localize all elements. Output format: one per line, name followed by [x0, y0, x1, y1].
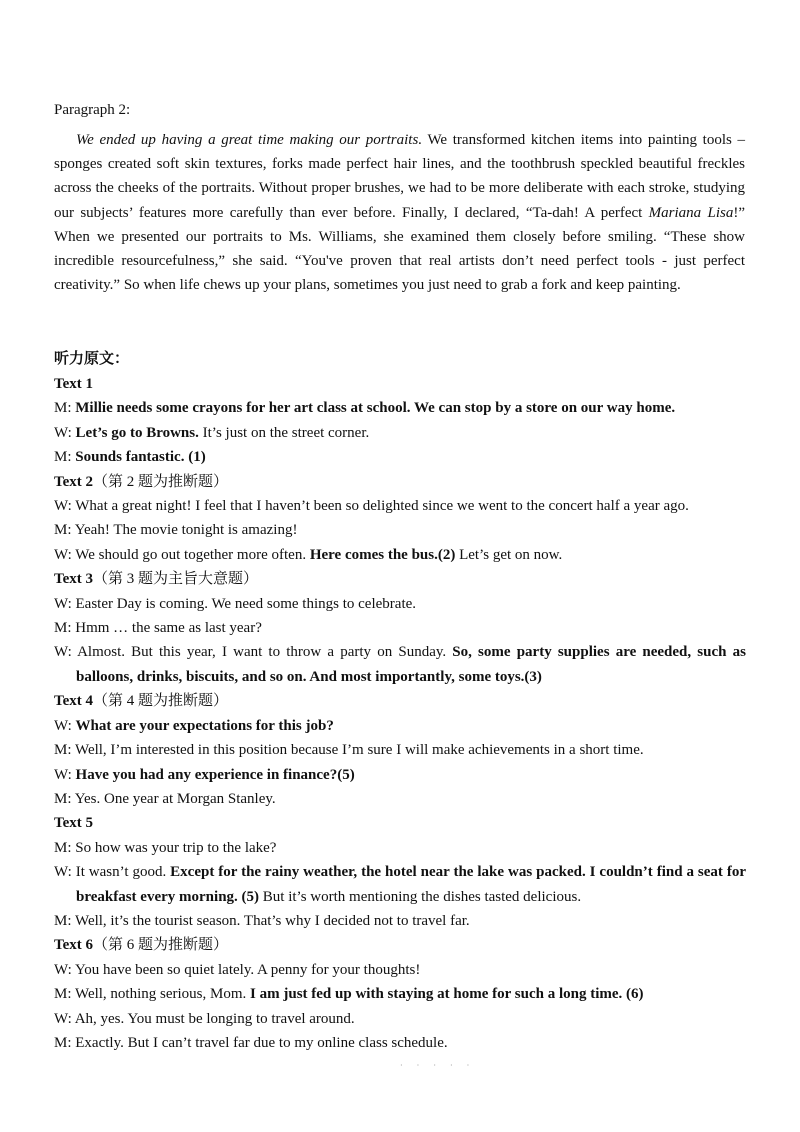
dialogue-line [54, 640, 746, 689]
dialogue-text: M: Hmm … the same as last year? [54, 620, 262, 637]
dialogue-text: M: Yes. One year at Morgan Stanley. [54, 790, 276, 807]
dialogue-line [54, 1031, 746, 1055]
text-title-note: （第 2 题为推断题） [93, 473, 229, 490]
dialogue-text: W: It wasn’t good. [54, 864, 171, 881]
dialogue-line [54, 396, 746, 420]
dialogue-text: M: Well, I’m interested in this position because I’m sure I will make achievements in a short time. [54, 742, 644, 759]
dialogue-text: W: [54, 717, 76, 734]
dialogue-text: W: Almost. But this year, I want to throw a party on Sunday. [54, 644, 453, 661]
dialogue-line [54, 1007, 746, 1031]
paragraph-text-part2: !” When we presented our portraits to Ms. Williams, she examined them closely before smiling. “These show incredible resourcefulness,” she said. “You've proven that real artists don’t need perfect tools - just perfect creativity.” So when life chews up your plans, sometimes you just need to grab a fork and keep painting. [54, 204, 745, 294]
dialogue-text: W: What a great night! I feel that I haven’t been so delighted since we went to the concert half a year ago. [54, 498, 689, 515]
dialogue-key-phrase: What are your expectations for this job? [75, 717, 334, 734]
paragraph-italic-name: Mariana Lisa [648, 204, 734, 221]
dialogue-line [54, 958, 746, 982]
text-title [54, 689, 746, 713]
text-title-label: Text 6 [54, 937, 94, 954]
dialogue-key-phrase: Sounds fantastic. (1) [75, 449, 206, 466]
dialogue-line [54, 494, 746, 518]
dialogue-line [54, 860, 746, 909]
dialogue-text: M: Well, it’s the tourist season. That’s why I decided not to travel far. [54, 912, 470, 929]
dialogue-text: W: Easter Day is coming. We need some things to celebrate. [54, 595, 417, 612]
text-title [54, 372, 746, 396]
text-title [54, 933, 746, 957]
text-title-label: Text 4 [54, 693, 94, 710]
dialogue-line [54, 836, 746, 860]
text-title [54, 811, 746, 835]
text-title-label: Text 1 [54, 376, 94, 392]
dialogue-text: M: So how was your trip to the lake? [54, 839, 277, 856]
dialogue-text: W: [54, 766, 76, 783]
dialogue-line [54, 714, 746, 738]
dialogue-key-phrase: Here comes the bus.(2) [309, 546, 456, 563]
dialogue-line [54, 909, 746, 933]
paragraph-heading: Paragraph 2: [54, 102, 131, 118]
dialogue-key-phrase: Except for the rainy weather, the hotel near the lake was packed. I couldn’t find a seat for breakfast every morning. (5) [76, 864, 747, 905]
dialogue-text: But it’s worth mentioning the dishes tasted delicious. [259, 888, 582, 905]
dialogue-text: W: [54, 424, 76, 441]
text-title [54, 567, 746, 591]
dialogue-text: M: Exactly. But I can’t travel far due to my online class schedule. [54, 1034, 448, 1051]
dialogue-text: Let’s get on now. [455, 546, 563, 563]
paragraph-text-part1: We transformed kitchen items into painting tools – sponges created soft skin textures, forks made perfect hair lines, and the toothbrush speckled beautiful freckles across the cheeks of the portraits. Without proper brushes, we had to be more deliberate with each stroke, studying our subjects’ features more carefully than ever before. Finally, I declared, “Ta-dah! A perfect [54, 132, 746, 221]
transcript-heading: 听力原文： [54, 351, 130, 367]
dialogue-line [54, 763, 746, 787]
dialogue-text: W: We should go out together more often. [54, 546, 310, 563]
text-title-label: Text 5 [54, 815, 94, 832]
text-title [54, 470, 746, 494]
text-title-label: Text 3 [54, 571, 94, 588]
dialogue-line [54, 518, 746, 542]
dialogue-text: M: Yeah! The movie tonight is amazing! [54, 522, 298, 539]
dialogue-line [54, 543, 746, 567]
transcript-section [54, 372, 746, 1055]
dialogue-text: M: [54, 449, 76, 466]
dialogue-key-phrase: I am just fed up with staying at home for such a long time. (6) [250, 986, 644, 1003]
dialogue-line [54, 738, 746, 762]
dialogue-line [54, 421, 746, 445]
dialogue-key-phrase: Let’s go to Browns. [75, 424, 199, 441]
dialogue-text: It’s just on the street corner. [198, 424, 370, 441]
dialogue-line [54, 787, 746, 811]
paragraph-2-body [54, 128, 745, 297]
page-footer-marks: · · · · · [400, 1061, 476, 1070]
dialogue-key-phrase: Have you had any experience in finance?(5) [75, 766, 355, 783]
dialogue-line [54, 982, 746, 1006]
text-title-note: （第 3 题为主旨大意题） [93, 571, 259, 588]
text-title-note: （第 4 题为推断题） [93, 693, 229, 710]
paragraph-lead-sentence: We ended up having a great time making our portraits. [76, 132, 423, 148]
dialogue-line [54, 592, 746, 616]
text-title-note: （第 6 题为推断题） [93, 937, 229, 954]
text-title-label: Text 2 [54, 473, 94, 490]
dialogue-text: M: Well, nothing serious, Mom. [54, 986, 251, 1003]
dialogue-key-phrase: So, some party supplies are needed, such as balloons, drinks, biscuits, and so on. And most importantly, some toys.(3) [76, 644, 746, 685]
dialogue-line [54, 445, 746, 469]
dialogue-key-phrase: Millie needs some crayons for her art class at school. We can stop by a store on our way home. [75, 400, 676, 417]
dialogue-text: W: You have been so quiet lately. A penny for your thoughts! [54, 961, 421, 978]
dialogue-text: W: Ah, yes. You must be longing to travel around. [54, 1010, 355, 1027]
dialogue-text: M: [54, 400, 76, 417]
dialogue-line [54, 616, 746, 640]
